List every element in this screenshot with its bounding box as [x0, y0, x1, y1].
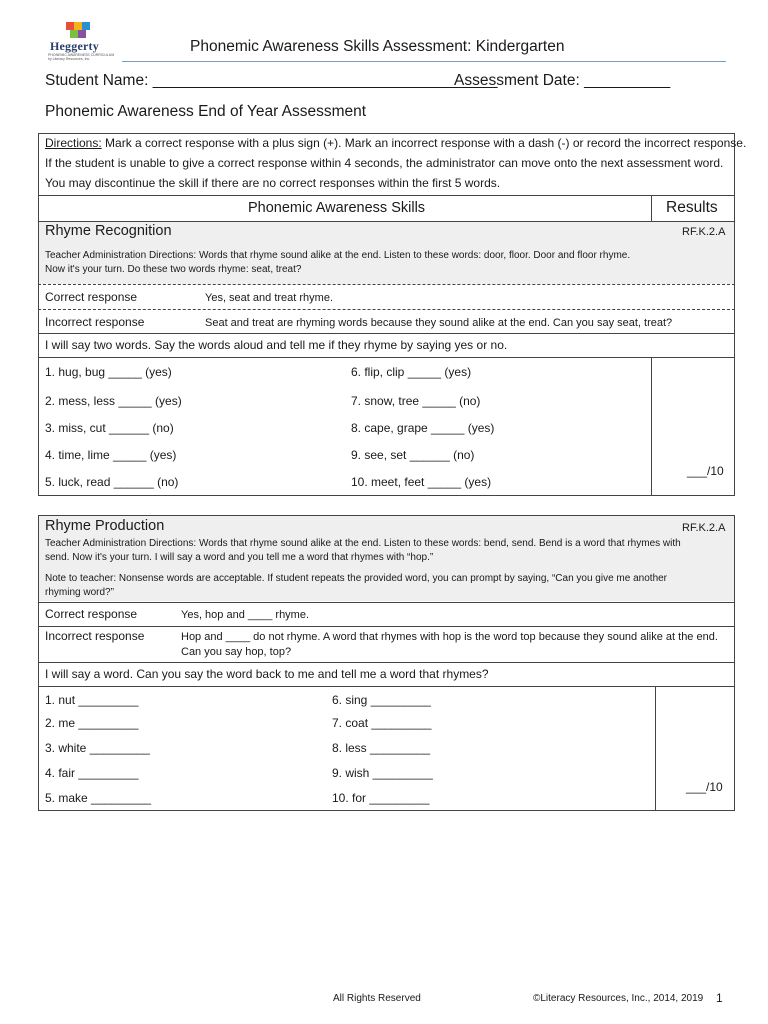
- rhyme-recognition-prompt: I will say two words. Say the words aloud and tell me if they rhyme by saying yes or no.: [45, 338, 508, 352]
- list-item: 6. flip, clip _____ (yes): [351, 365, 472, 379]
- rhyme-production-prompt: I will say a word. Can you say the word back to me and tell me a word that rhymes?: [45, 667, 489, 681]
- list-item: 4. fair _________: [45, 766, 139, 780]
- list-item: 3. white _________: [45, 741, 150, 755]
- document-title: Phonemic Awareness Skills Assessment: Kindergarten: [190, 38, 565, 55]
- correct-response-label: Correct response: [45, 607, 138, 621]
- title-rule: [122, 61, 726, 62]
- footer-copyright: ©Literacy Resources, Inc., 2014, 2019: [533, 993, 704, 1004]
- list-item: 7. snow, tree _____ (no): [351, 394, 481, 408]
- list-item: 4. time, lime _____ (yes): [45, 448, 177, 462]
- column-header-results: Results: [666, 199, 718, 216]
- column-header-skills: Phonemic Awareness Skills: [248, 200, 426, 216]
- rhyme-production-note-2: rhyming word?”: [45, 587, 114, 598]
- list-item: 3. miss, cut ______ (no): [45, 421, 174, 435]
- heggerty-logo: [48, 22, 118, 68]
- list-item: 8. less _________: [332, 741, 431, 755]
- page-number: 1: [716, 991, 723, 1005]
- list-item: 2. me _________: [45, 716, 139, 730]
- rhyme-production-title: Rhyme Production: [45, 518, 165, 534]
- rhyme-production-teacher-directions: Teacher Administration Directions: Words that rhyme sound alike at the end. Listen to these words: bend, send. Bend is a word that rhymes with: [45, 538, 681, 549]
- list-item: 5. make _________: [45, 791, 152, 805]
- list-item: 2. mess, less _____ (yes): [45, 394, 182, 408]
- list-item: 9. see, set ______ (no): [351, 448, 475, 462]
- correct-response-text: Yes, hop and ____ rhyme.: [181, 609, 310, 621]
- footer-rights: All Rights Reserved: [333, 993, 421, 1004]
- correct-response-label: Correct response: [45, 290, 138, 304]
- directions-line2: If the student is unable to give a correct response within 4 seconds, the administrator can move onto the next assessment word.: [45, 156, 724, 170]
- rhyme-production-teacher-directions-2: send. Now it's your turn. I will say a word and you tell me a word that rhymes with “hop.”: [45, 552, 434, 563]
- section-heading: Phonemic Awareness End of Year Assessment: [45, 103, 367, 120]
- list-item: 9. wish _________: [332, 766, 433, 780]
- list-item: 1. nut _________: [45, 693, 139, 707]
- rhyme-recognition-title: Rhyme Recognition: [45, 223, 172, 239]
- incorrect-response-text: Seat and treat are rhyming words because they sound alike at the end. Can you say seat, treat?: [205, 317, 673, 329]
- directions-line3: You may discontinue the skill if there are no correct responses within the first 5 words.: [45, 176, 501, 190]
- logo-subtext: PHONEMIC AWARENESS CURRICULUM by Literacy Resources, Inc.: [48, 53, 115, 61]
- rhyme-production-standard: RF.K.2.A: [682, 522, 726, 534]
- rhyme-recognition-teacher-directions: Teacher Administration Directions: Words that rhyme sound alike at the end. Listen to these words: door, floor. Door and floor rhyme.: [45, 250, 631, 261]
- incorrect-response-text-2: Can you say hop, top?: [181, 646, 292, 658]
- assessment-date-field: Assessment Date: __________: [454, 72, 671, 89]
- rhyme-production-note: Note to teacher: Nonsense words are acceptable. If student repeats the provided word, you can prompt by saying, “Can you give me another: [45, 573, 668, 584]
- incorrect-response-text: Hop and ____ do not rhyme. A word that rhymes with hop is the word top because they sound alike at the end.: [181, 631, 718, 643]
- logo-tiles-icon: [66, 22, 90, 38]
- directions-label: Directions:: [45, 136, 102, 150]
- incorrect-response-label: Incorrect response: [45, 315, 145, 329]
- student-name-field: Student Name: ________________________________________: [45, 72, 498, 89]
- list-item: 7. coat _________: [332, 716, 432, 730]
- correct-response-text: Yes, seat and treat rhyme.: [205, 292, 333, 304]
- list-item: 1. hug, bug _____ (yes): [45, 365, 172, 379]
- directions-line1: Mark a correct response with a plus sign (+). Mark an incorrect response with a dash (-) or record the incorrect response.: [101, 136, 747, 150]
- rhyme-recognition-standard: RF.K.2.A: [682, 226, 726, 238]
- list-item: 5. luck, read ______ (no): [45, 475, 179, 489]
- incorrect-response-label: Incorrect response: [45, 629, 145, 643]
- list-item: 6. sing _________: [332, 693, 431, 707]
- score-field: ___/10: [686, 780, 723, 794]
- logo-text: Heggerty: [50, 39, 99, 53]
- list-item: 8. cape, grape _____ (yes): [351, 421, 495, 435]
- rhyme-recognition-teacher-directions-2: Now it's your turn. Do these two words rhyme: seat, treat?: [45, 264, 302, 275]
- list-item: 10. for _________: [332, 791, 430, 805]
- directions: [45, 136, 746, 150]
- list-item: 10. meet, feet _____ (yes): [351, 475, 492, 489]
- score-field: ___/10: [687, 464, 724, 478]
